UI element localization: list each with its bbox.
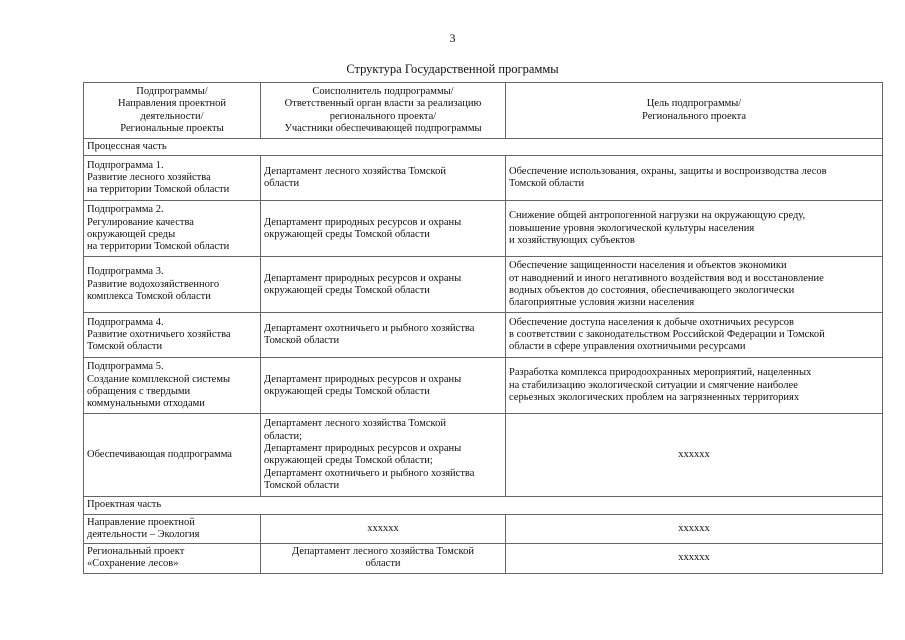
table-row [84,156,883,201]
cell-line: Департамент охотничьего и рыбного хозяйства [264,467,475,479]
page-number: 3 [449,31,456,45]
header-subprograms [84,83,261,139]
cell-line: окружающей среды Томской области; [264,455,433,467]
cell-line: Подпрограмма 1. [87,159,164,171]
cell-line: Подпрограмма 2. [87,204,164,216]
subprogram-name [84,156,261,201]
table-row [84,414,883,497]
subprogram-goal [506,156,883,201]
cell-line: Департамент охотничьего и рыбного хозяйства [264,323,475,334]
table-body [84,139,883,574]
subprogram-goal [506,257,883,313]
header-line: Подпрограммы/ [136,85,208,97]
header-goal [506,83,883,139]
cell-line: Подпрограмма 5. [87,361,164,373]
cell-line: деятельности – Экология [87,528,200,540]
cell-line: благоприятные условия жизни населения [509,297,695,309]
header-line: Участники обеспечивающей подпрограммы [284,122,482,134]
cell-line: Обеспечивающая подпрограмма [87,449,232,461]
cell-line: Создание комплексной системы [87,373,231,385]
cell-line: коммунальными отходами [87,398,205,410]
cell-line: Обеспечение доступа населения к добыче охотничьих ресурсов [509,316,794,328]
subprogram-goal [506,201,883,257]
table-row [84,544,883,574]
cell-line: обращения с твердыми [87,385,191,397]
header-line: деятельности/ [140,110,204,122]
header-executor [261,83,506,139]
table-row [84,358,883,414]
table-header-row [84,83,883,139]
table-row [84,313,883,358]
cell-line: «Сохранение лесов» [87,558,179,570]
program-structure-table [83,82,883,574]
section-title: Проектная часть [84,497,883,514]
cell-line: области [264,178,300,190]
cell-line: водных объектов до состояния, обеспечивающего экологически [509,284,795,296]
responsible-executor [261,544,506,574]
header-line: регионального проекта/ [329,110,437,122]
document-title: Структура Государственной программы [346,62,559,76]
cell-line: Департамент лесного хозяйства Томской [264,418,446,430]
header-line: Соисполнитель подпрограммы/ [312,85,454,97]
cell-line: Подпрограмма 4. [87,316,164,328]
responsible-executor [261,414,506,497]
cell-line: Развитие лесного хозяйства [87,172,211,184]
section-title: Процессная часть [84,139,883,156]
cell-line: Департамент природных ресурсов и охраны [264,272,462,284]
cell-line: Региональный проект [87,546,185,558]
section-row [84,497,883,514]
cell-line: Развитие водохозяйственного [87,278,220,290]
cell-line: xxxxxx [367,522,399,534]
cell-line: серьезных экологических проблем на загрязненных территориях [509,391,800,403]
table-row [84,514,883,544]
cell-line: Снижение общей антропогенной нагрузки на окружающую среду, [509,210,806,222]
cell-line: на территории Томской области [87,241,230,253]
cell-line: Томской области [264,479,340,491]
responsible-executor [261,257,506,313]
cell-line: Разработка комплекса природоохранных мероприятий, нацеленных [509,367,812,379]
cell-line: области в сфере управления охотничьими ресурсами [509,341,746,353]
cell-line: в соответствии с законодательством Российской Федерации и Томской [509,329,825,341]
cell-line: на стабилизацию экологической ситуации и смягчение наиболее [509,379,798,391]
cell-line: Департамент лесного хозяйства Томской [292,546,474,558]
cell-line: Томской области [509,178,585,190]
cell-line: повышение уровня экологической культуры населения [509,222,755,234]
subprogram-name [84,414,261,497]
cell-line: Обеспечение защищенности населения и объектов экономики [509,260,787,272]
responsible-executor [261,156,506,201]
subprogram-name [84,313,261,358]
responsible-executor [261,514,506,544]
cell-line: xxxxxx [678,449,710,461]
cell-line: Томской области [264,335,340,347]
cell-line: Департамент природных ресурсов и охраны [264,373,462,385]
cell-line: и хозяйствующих субъектов [509,234,635,246]
cell-line: Департамент лесного хозяйства Томской [264,166,446,177]
cell-line: Подпрограмма 3. [87,266,164,278]
header-line: Ответственный орган власти за реализацию [284,98,482,110]
cell-line: области; [264,430,303,442]
header-line: Направления проектной [118,98,226,110]
responsible-executor [261,358,506,414]
subprogram-name [84,201,261,257]
cell-line: комплекса Томской области [87,290,211,302]
table-row [84,257,883,313]
subprogram-goal [506,358,883,414]
cell-line: окружающей среды Томской области [264,385,430,397]
cell-line: Направление проектной [87,516,195,528]
cell-line: Регулирование качества [87,216,194,228]
cell-line: Развитие охотничьего хозяйства [87,329,231,341]
subprogram-goal [506,313,883,358]
subprogram-goal [506,514,883,544]
cell-line: Обеспечение использования, охраны, защиты и воспроизводства лесов [509,166,827,177]
subprogram-goal [506,544,883,574]
cell-line: Департамент природных ресурсов и охраны [264,443,462,454]
header-line: Цель подпрограммы/ [646,98,742,110]
cell-line: xxxxxx [678,552,710,564]
responsible-executor [261,201,506,257]
header-line: Региональные проекты [120,122,224,134]
cell-line: области [365,558,401,570]
subprogram-goal [506,414,883,497]
subprogram-name [84,257,261,313]
cell-line: окружающей среды Томской области [264,284,430,296]
table-row [84,201,883,257]
cell-line: Департамент природных ресурсов и охраны [264,216,462,228]
section-row [84,139,883,156]
subprogram-name [84,358,261,414]
cell-line: от наводнений и иного негативного воздействия вод и восстановление [509,272,824,284]
cell-line: окружающей среды Томской области [264,228,430,240]
subprogram-name [84,544,261,574]
subprogram-name [84,514,261,544]
cell-line: окружающей среды [87,228,176,240]
header-line: Регионального проекта [642,110,746,122]
responsible-executor [261,313,506,358]
cell-line: xxxxxx [678,522,710,534]
cell-line: на территории Томской области [87,184,230,196]
cell-line: Томской области [87,341,163,353]
